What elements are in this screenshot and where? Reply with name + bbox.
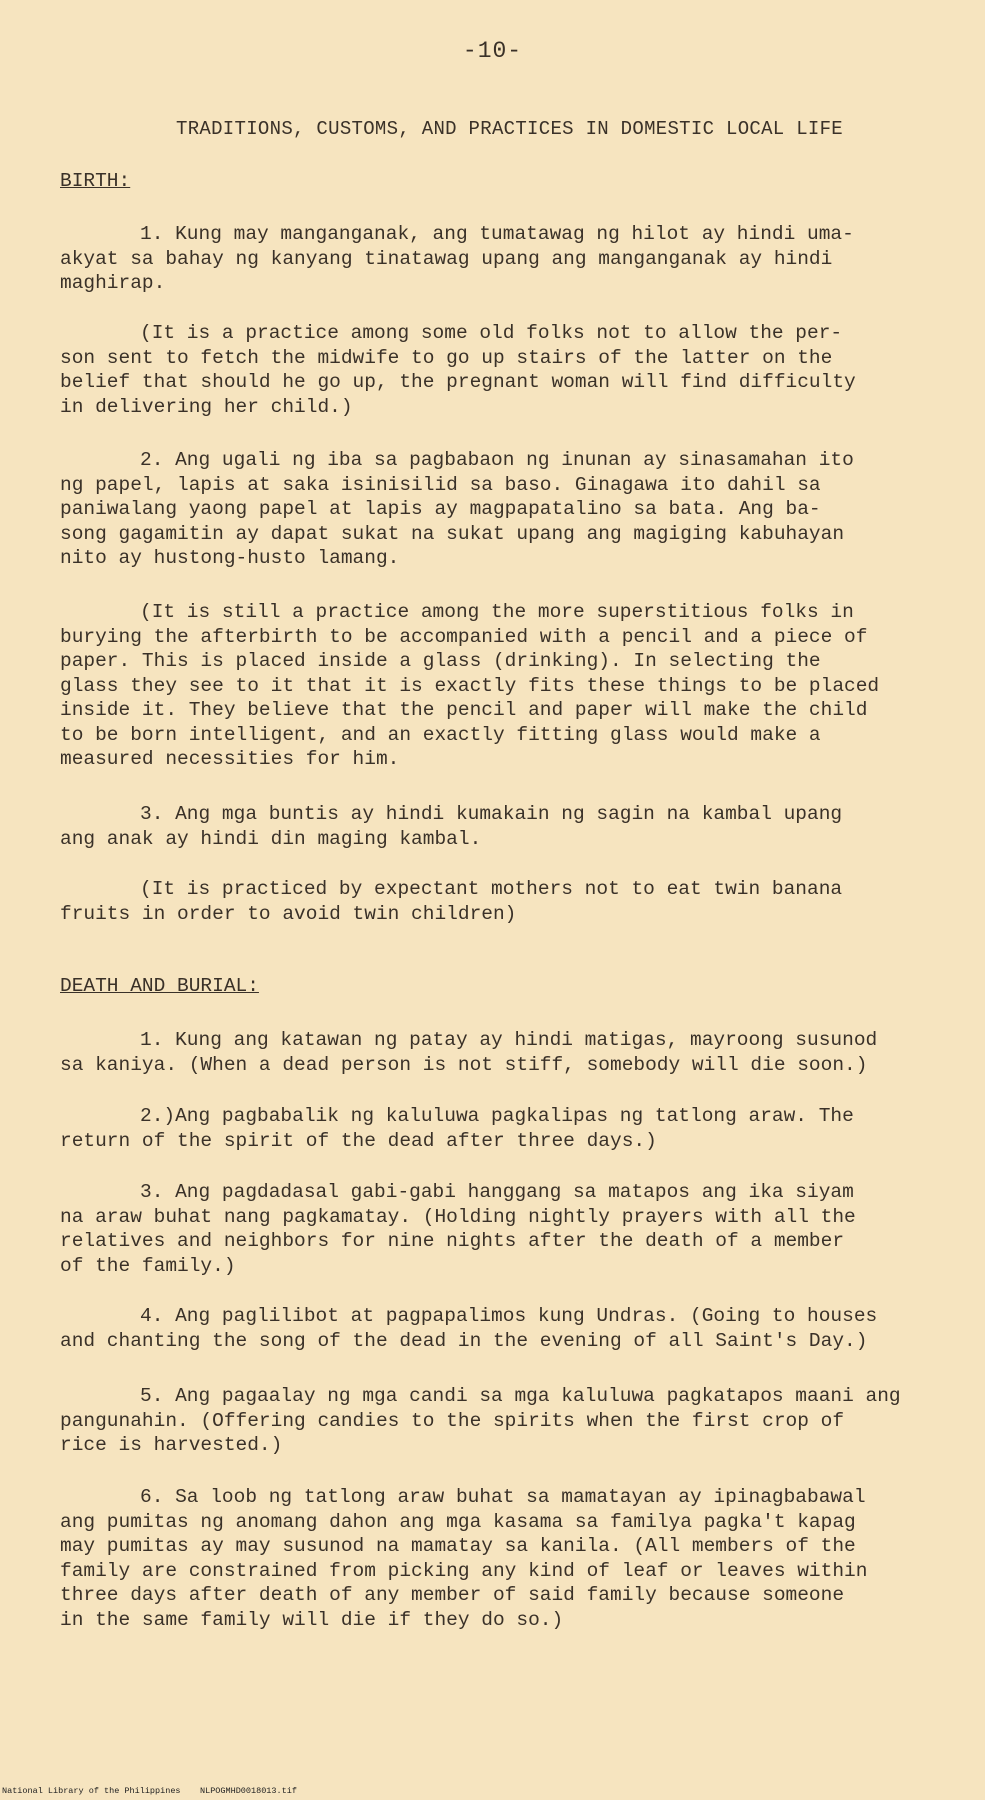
text-line: return of the spirit of the dead after three days.) [60, 1129, 657, 1152]
text-line: 2. Ang ugali ng iba sa pagbabaon ng inunan ay sinasamahan ito [140, 449, 854, 471]
death-item-5 [60, 1384, 940, 1458]
death-item-2 [60, 1104, 940, 1153]
page-title: TRADITIONS, CUSTOMS, AND PRACTICES IN DOMESTIC LOCAL LIFE [176, 118, 844, 140]
text-line: 4. Ang paglilibot at pagpapalimos kung Undras. (Going to houses [140, 1305, 878, 1327]
text-line: 3. Ang pagdadasal gabi-gabi hanggang sa matapos ang ika siyam [140, 1181, 854, 1203]
text-line: 6. Sa loob ng tatlong araw buhat sa mamatayan ay ipinagbabawal [140, 1486, 866, 1508]
text-line: (It is a practice among some old folks not to allow the per- [140, 322, 843, 344]
text-line: na araw buhat nang pagkamatay. (Holding nightly prayers with all the [60, 1205, 856, 1228]
death-item-3 [60, 1180, 940, 1278]
text-line: may pumitas ay may susunod na mamatay sa kanila. (All members of the [60, 1535, 856, 1557]
footer-file-id: NLPOGMHD0018013.tif [200, 1786, 297, 1796]
text-line: maghirap. [60, 272, 166, 294]
text-line: family are constrained from picking any kind of leaf or leaves within [60, 1559, 868, 1582]
text-line: paniwalang yaong papel at lapis ay magpapatalino sa bata. Ang ba- [60, 498, 821, 520]
birth-item-2-translation [60, 600, 940, 772]
text-line: glass they see to it that it is exactly fits these things to be placed [60, 674, 880, 697]
text-line: nito ay hustong-husto lamang. [60, 547, 400, 569]
footer-library-credit: National Library of the Philippines [2, 1786, 181, 1796]
text-line: fruits in order to avoid twin children) [60, 902, 517, 925]
text-line: burying the afterbirth to be accompanied with a pencil and a piece of [60, 625, 868, 648]
text-line: three days after death of any member of said family because someone [60, 1584, 845, 1606]
text-line: 1. Kung ang katawan ng patay ay hindi matigas, mayroong susunod [140, 1029, 878, 1051]
text-line: of the family.) [60, 1254, 236, 1277]
text-line: (It is still a practice among the more superstitious folks in [140, 601, 854, 623]
section-heading-birth: BIRTH: [60, 170, 131, 192]
text-line: 2.)Ang pagbabalik ng kaluluwa pagkalipas ng tatlong araw. The [140, 1105, 854, 1127]
text-line: 3. Ang mga buntis ay hindi kumakain ng sagin na kambal upang [140, 803, 843, 825]
death-item-1 [60, 1028, 940, 1077]
text-line: ng papel, lapis at saka isinisilid sa baso. Ginagawa ito dahil sa [60, 473, 821, 496]
text-line: sa kaniya. (When a dead person is not stiff, somebody will die soon.) [60, 1053, 868, 1076]
birth-item-1 [60, 222, 940, 296]
text-line: ang anak ay hindi din maging kambal. [60, 827, 482, 850]
text-line: akyat sa bahay ng kanyang tinatawag upang ang manganganak ay hindi [60, 247, 833, 270]
text-line: measured necessities for him. [60, 748, 400, 770]
text-line: pangunahin. (Offering candies to the spirits when the first crop of [60, 1409, 845, 1432]
death-item-4 [60, 1304, 940, 1353]
text-line: son sent to fetch the midwife to go up stairs of the latter on the [60, 346, 833, 369]
text-line: relatives and neighbors for nine nights after the death of a member [60, 1230, 845, 1252]
text-line: to be born intelligent, and an exactly fitting glass would make a [60, 723, 821, 746]
text-line: rice is harvested.) [60, 1434, 283, 1456]
birth-item-2 [60, 448, 940, 571]
text-line: and chanting the song of the dead in the evening of all Saint's Day.) [60, 1329, 868, 1352]
text-line: 1. Kung may manganganak, ang tumatawag ng hilot ay hindi uma- [140, 223, 854, 245]
birth-item-3-translation [60, 877, 940, 926]
text-line: 5. Ang pagaalay ng mga candi sa mga kaluluwa pagkatapos maani ang [140, 1385, 901, 1407]
page-number: -10- [462, 38, 523, 64]
section-heading-death-and-burial: DEATH AND BURIAL: [60, 975, 259, 997]
birth-item-3 [60, 802, 940, 851]
death-item-6 [60, 1485, 940, 1632]
text-line: belief that should he go up, the pregnant woman will find difficulty [60, 371, 856, 393]
text-line: inside it. They believe that the pencil and paper will make the child [60, 699, 868, 721]
text-line: in delivering her child.) [60, 395, 353, 418]
birth-item-1-translation [60, 321, 940, 419]
text-line: song gagamitin ay dapat sukat na sukat upang ang magiging kabuhayan [60, 522, 845, 545]
text-line: in the same family will die if they do so.) [60, 1608, 564, 1631]
text-line: ang pumitas ng anomang dahon ang mga kasama sa familya pagka't kapag [60, 1510, 856, 1533]
text-line: (It is practiced by expectant mothers not to eat twin banana [140, 878, 843, 900]
text-line: paper. This is placed inside a glass (drinking). In selecting the [60, 650, 821, 672]
